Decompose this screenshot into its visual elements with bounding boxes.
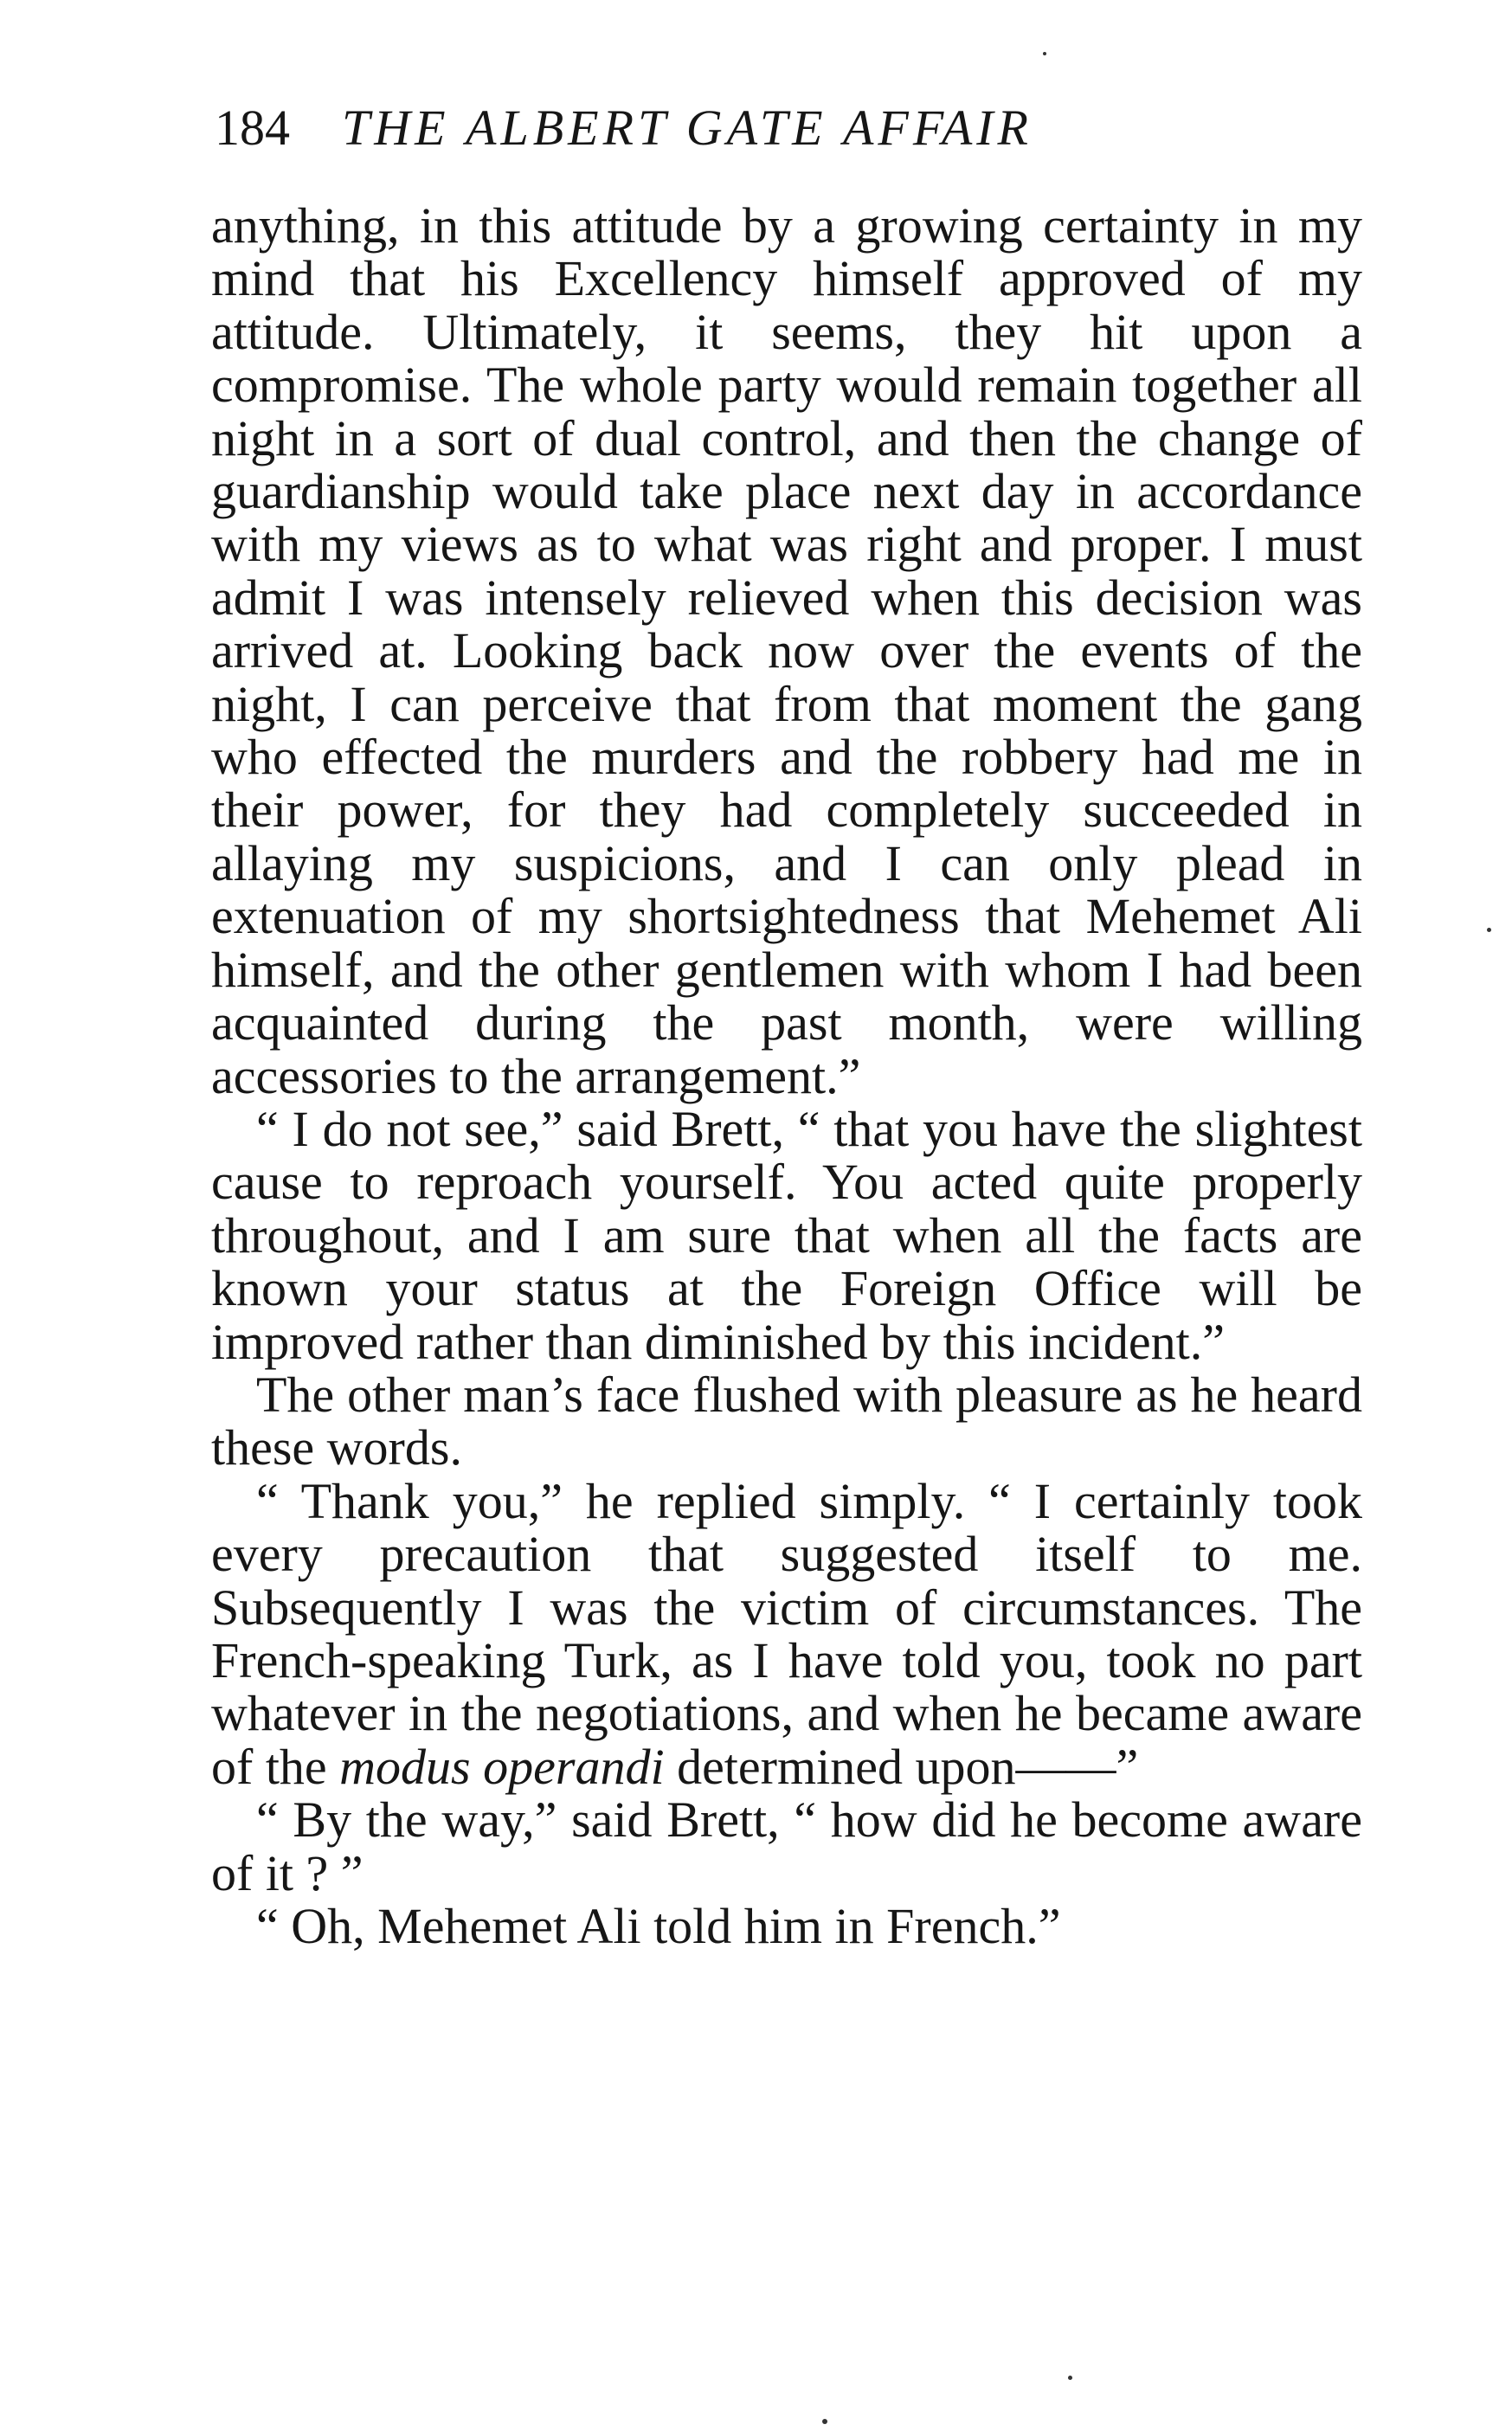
print-speck — [1487, 928, 1491, 932]
print-speck — [1068, 2376, 1072, 2380]
paragraph-by-the-way: “ By the way,” said Brett, “ how did he become aware of it ? ” — [211, 1791, 1362, 1901]
thank-you-text: “ Thank you,” he replied simply. “ I certainly took every precaution that suggested itself to me. Subsequently I was the victim of circumstances. The French-speaking Turk, as I have told you, took no part whatever in the negotiations, and when he became aware of the — [211, 1472, 1362, 1795]
print-speck — [822, 2419, 827, 2424]
page-header — [215, 93, 1383, 163]
page-number: 184 — [215, 100, 290, 156]
print-speck — [1043, 52, 1046, 55]
paragraph-brett-reply: “ I do not see,” said Brett, “ that you have the slightest cause to reproach yourself. You acted quite properly throughout, and I am sure that when all the facts are known your status at the Foreign Office will be improved rather than diminished by this incident.” — [211, 1100, 1362, 1370]
paragraph-final-line: “ Oh, Mehemet Ali told him in French.” — [256, 1898, 1061, 1954]
paragraph-thank-you — [211, 1472, 1362, 1795]
body-text — [211, 199, 1362, 1952]
paragraph-continuation: anything, in this attitude by a growing certainty in my mind that his Excellency himself approved of my attitude. Ultimately, it seems, they hit upon a compromise. The whole party would remain together all night in a sort of dual control, and then the change of guardianship would take place next day in accordance with my views as to what was right and proper. I must admit I was intensely relieved when this decision was arrived at. Looking back now over the events of the night, I can perceive that from that moment the gang who effected the murders and the robbery had me in their power, for they had completely succeeded in allaying my suspicions, and I can only plead in extenuation of my shortsightedness that Mehemet Ali himself, and the other gentlemen with whom I had been acquainted during the past month, were willing accessories to the arrangement.” — [211, 197, 1362, 1104]
running-title: THE ALBERT GATE AFFAIR — [342, 100, 1033, 156]
modus-operandi-italic: modus operandi — [339, 1738, 665, 1795]
thank-you-text-end: determined upon——” — [664, 1738, 1139, 1795]
paragraph-face-flushed: The other man’s face flushed with pleasure as he heard these words. — [211, 1366, 1362, 1476]
